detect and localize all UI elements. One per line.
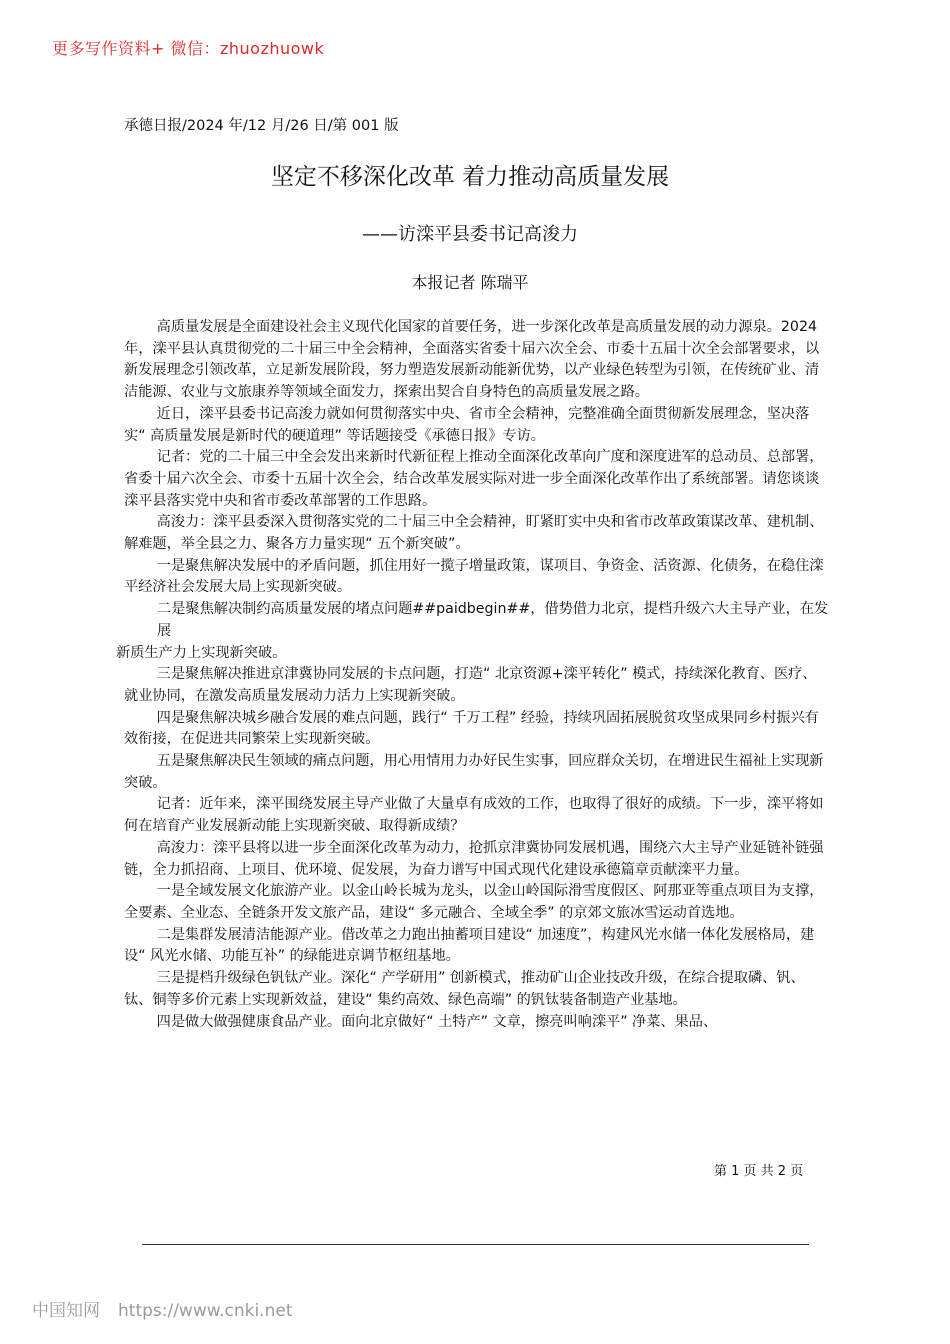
paragraph: 一是聚焦解决发展中的矛盾问题，抓住用好一揽子增量政策，谋项目、争资金、活资源、化债务，在稳住滦平经济社会发展大局上实现新突破。 <box>124 557 824 596</box>
paragraph: 近日，滦平县委书记高浚力就如何贯彻落实中央、省市全会精神，完整准确全面贯彻新发展理念，坚决落实“ 高质量发展是新时代的硬道理” 等话题接受《承德日报》专访。 <box>124 405 810 444</box>
article-title: 坚定不移深化改革 着力推动高质量发展 <box>270 164 670 190</box>
paragraph: 高浚力：滦平县委深入贯彻落实党的二十届三中全会精神，盯紧盯实中央和省市改革政策谋改革、建机制、解难题，举全县之力、聚各方力量实现“ 五个新突破”。 <box>124 514 824 553</box>
article-subtitle: ——访滦平县委书记高浚力 <box>362 224 578 245</box>
paragraph: 四是聚焦解决城乡融合发展的难点问题，践行“ 千万工程” 经验，持续巩固拓展脱贫攻坚成果同乡村振兴有效衔接，在促进共同繁荣上实现新突破。 <box>124 709 819 748</box>
site-name: 中国知网 <box>32 1301 100 1321</box>
paragraph-line: 新质生产力上实现新突破。 <box>116 644 287 661</box>
paragraph: 二是集群发展清洁能源产业。借改革之力跑出抽蓄项目建设“ 加速度”，构建风光水储一体化发展格局，建设“ 风光水储、功能互补” 的绿能进京调节枢纽基地。 <box>124 926 815 965</box>
paragraph: 记者：党的二十届三中全会发出来新时代新征程上推动全面深化改革向广度和深度进军的总动员、总部署，省委十届六次全会、市委十五届十次全会，结合改革发展实际对进一步全面深化改革作出了系统部署。请您谈谈滦平县落实党中央和省市委改革部署的工作思路。 <box>124 449 824 509</box>
site-url[interactable]: https://www.cnki.net <box>118 1301 293 1321</box>
paragraph: 五是聚焦解决民生领域的痛点问题，用心用情用力办好民生实事，回应群众关切，在增进民生福祉上实现新突破。 <box>124 753 824 791</box>
footer-watermark <box>32 1296 292 1321</box>
paragraph: 高质量发展是全面建设社会主义现代化国家的首要任务，进一步深化改革是高质量发展的动力源泉。2024 年，滦平县认真贯彻党的二十届三中全会精神，全面落实省委十届六次全会、市委十五届十次全会部署要求，以新发展理念引领改革，立足新发展阶段，努力塑造发展新动能新优势，以产业绿色转型为引领，在传统矿业、清洁能源、农业与文旅康养等领域全面发力，探索出契合自身特色的高质量发展之路。 <box>124 319 820 401</box>
paragraph: 四是做大做强健康食品产业。面向北京做好“ 土特产” 文章，擦亮叫响滦平” 净菜、果品、 <box>156 1013 718 1030</box>
page-number: 第 1 页 共 2 页 <box>714 1164 804 1179</box>
paragraph: 记者：近年来，滦平围绕发展主导产业做了大量卓有成效的工作，也取得了很好的成绩。下一步，滦平将如何在培育产业发展新动能上实现新突破、取得新成绩？ <box>124 796 824 835</box>
paragraph: 三是聚焦解决推进京津冀协同发展的卡点问题，打造“ 北京资源+滦平转化” 模式，持续深化教育、医疗、就业协同，在激发高质量发展动力活力上实现新突破。 <box>124 666 817 704</box>
byline: 本报记者 陈瑞平 <box>411 273 529 292</box>
paragraph-line: 二是聚焦解决制约高质量发展的堵点问题##paidbegin##，借势借力北京，提档升级六大主导产业，在发 <box>157 601 829 618</box>
paragraph: 三是提档升级绿色钒钛产业。深化“ 产学研用” 创新模式，推动矿山企业技改升级，在综合提取磷、钒、钛、铜等多价元素上实现新效益，建设“ 集约高效、绿色高端” 的钒钛装备制造产业基地。 <box>124 970 805 1008</box>
article-body <box>116 317 829 1033</box>
paragraph-line: 展 <box>157 622 172 639</box>
footer-divider <box>142 1244 809 1245</box>
paragraph: 高浚力：滦平县将以进一步全面深化改革为动力，抢抓京津冀协同发展机遇，围绕六大主导产业延链补链强链，全力抓招商、上项目、优环境、促发展，为奋力谱写中国式现代化建设承德篇章贡献滦平力量。 <box>124 839 824 878</box>
source-line: 承德日报/2024 年/12 月/26 日/第 001 版 <box>124 118 399 134</box>
paragraph-paid-break <box>116 599 829 664</box>
promo-banner: 更多写作资料+ 微信：zhuozhuowk <box>52 39 325 58</box>
paragraph: 一是全域发展文化旅游产业。以金山岭长城为龙头，以金山岭国际滑雪度假区、阿那亚等重点项目为支撑，全要素、全业态、全链条开发文旅产品，建设“ 多元融合、全域全季” 的京郊文旅冰雪运动首选地。 <box>124 883 824 921</box>
